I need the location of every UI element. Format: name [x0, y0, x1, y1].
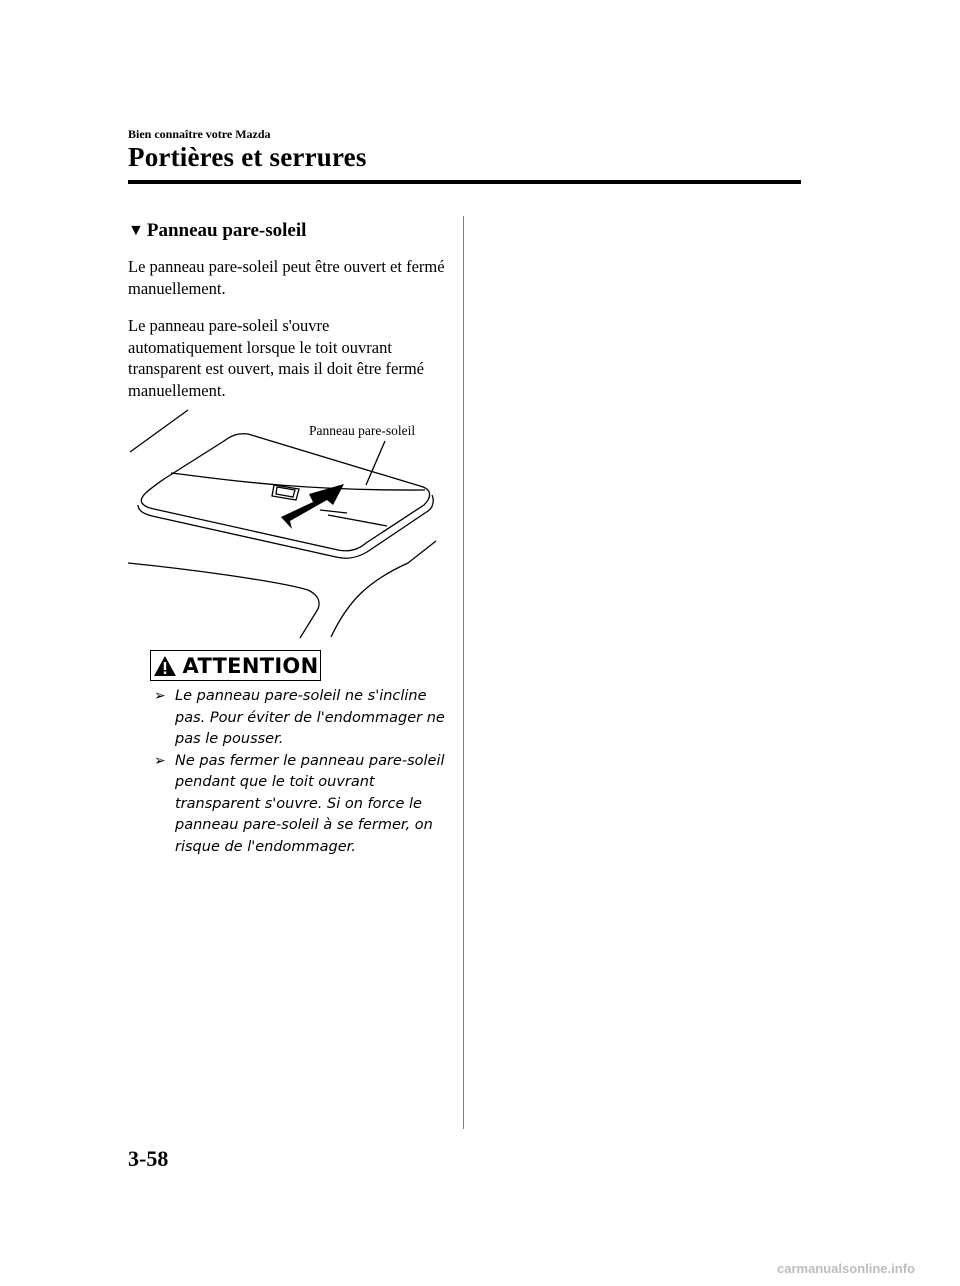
page-number: 3-58 — [128, 1146, 169, 1171]
section-heading-text: Panneau pare-soleil — [146, 220, 307, 241]
page-title: Portières et serrures — [128, 142, 367, 172]
attention-item-text: Le panneau pare-soleil ne s'incline pas. Pour éviter de l'endommager ne pas le pousser. — [175, 688, 445, 747]
sunshade-illustration — [128, 405, 440, 645]
callout-label: Panneau pare-soleil — [309, 423, 416, 438]
arrow-bullet-icon: ➢ — [154, 752, 166, 769]
attention-item-text: Ne pas fermer le panneau pare-soleil pendant que le toit ouvrant transparent s'ouvre. Si on force le panneau pare-soleil à se fermer, on risque de l'endommager. — [175, 752, 445, 855]
attention-label: ATTENTION — [182, 653, 319, 678]
warning-triangle-icon — [153, 655, 177, 677]
watermark: carmanualsonline.info — [777, 1261, 915, 1276]
down-triangle-icon: ▼ — [128, 222, 144, 239]
column-divider — [463, 216, 464, 1129]
attention-item — [148, 686, 448, 751]
attention-item — [148, 751, 448, 859]
header-rule — [128, 180, 801, 184]
attention-list — [148, 686, 448, 858]
paragraph-1: Le panneau pare-soleil peut être ouvert et fermé manuellement. — [128, 257, 445, 298]
header-breadcrumb: Bien connaître votre Mazda — [128, 127, 271, 141]
attention-box — [150, 650, 321, 681]
paragraph-2: Le panneau pare-soleil s'ouvre automatiquement lorsque le toit ouvrant transparent est ouvert, mais il doit être fermé manuellement. — [128, 316, 424, 400]
arrow-bullet-icon: ➢ — [154, 688, 166, 704]
section-heading — [128, 220, 306, 242]
